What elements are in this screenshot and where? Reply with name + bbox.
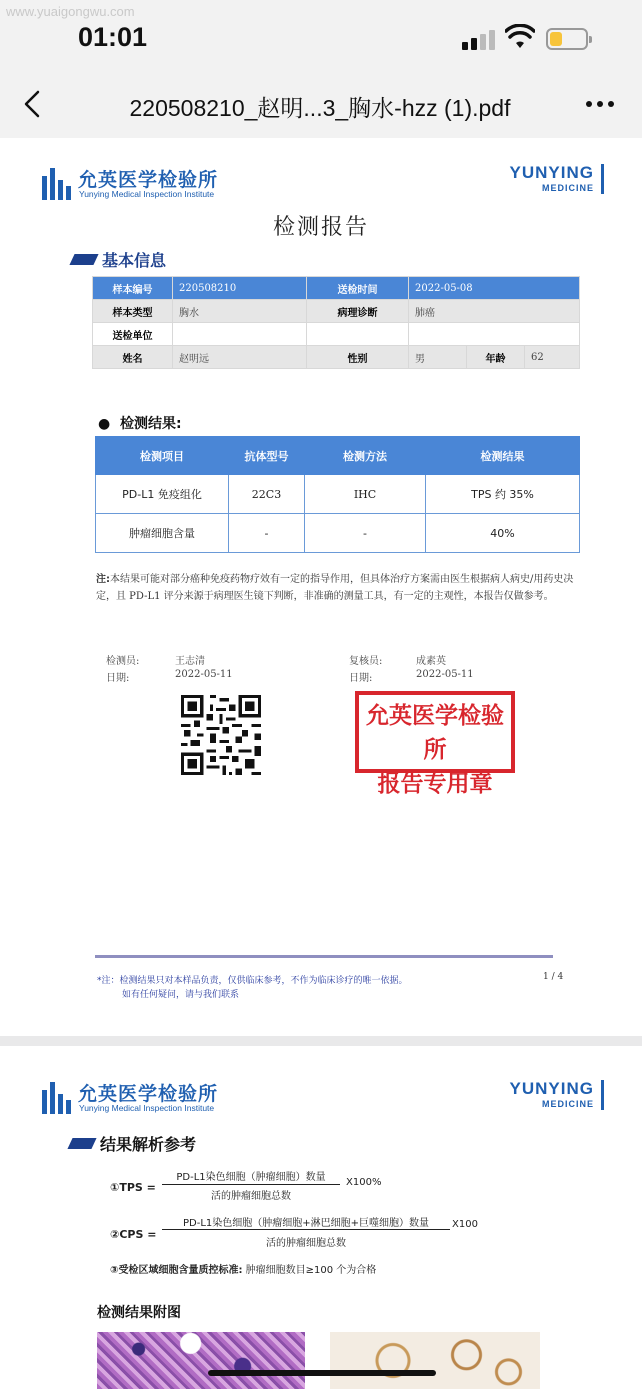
brand-logo: [42, 166, 232, 200]
info-value: 2022-05-08: [409, 277, 580, 300]
tps-multiplier: X100%: [346, 1177, 382, 1188]
section-marker-icon: [67, 1138, 96, 1149]
mark-line2: MEDICINE: [541, 183, 594, 193]
info-label: 样本编号: [93, 277, 173, 300]
footer-note: [97, 974, 408, 1002]
table-cell: PD-L1 免疫组化: [96, 475, 229, 514]
more-options-icon[interactable]: [584, 92, 616, 116]
logo-bars-icon: [42, 166, 72, 200]
mark-line2: MEDICINE: [541, 1099, 594, 1109]
pdf-page-1[interactable]: [0, 138, 642, 1036]
info-label: 样本类型: [93, 300, 173, 323]
footer-line2: 如有任何疑问，请与我们联系: [122, 990, 240, 1000]
wifi-icon: [505, 24, 535, 50]
info-value: 胸水: [173, 300, 307, 323]
cps-label: ②CPS =: [110, 1228, 157, 1241]
back-chevron-icon[interactable]: [20, 88, 48, 120]
info-value: 220508210: [173, 277, 307, 300]
info-row: [93, 300, 580, 323]
empty-cell: [307, 323, 409, 346]
brand-name-en: Yunying Medical Inspection Institute: [79, 189, 215, 199]
results-heading: ● 检测结果:: [98, 416, 182, 432]
seal-line2: 报告专用章: [377, 771, 493, 797]
footer-divider: [95, 955, 553, 958]
results-table: [95, 436, 580, 553]
test-date-label: 日期:: [106, 673, 130, 684]
mark-line1: YUNYING: [509, 1079, 594, 1098]
he-stain-image: [97, 1332, 305, 1389]
info-label: 送检单位: [93, 323, 173, 346]
cellular-signal-icon: [462, 28, 496, 50]
table-row: [96, 475, 580, 514]
qr-code-icon: [180, 695, 262, 775]
status-bar: [0, 0, 642, 70]
review-date-label: 日期:: [349, 673, 373, 684]
tps-label: ①TPS =: [110, 1181, 156, 1194]
table-cell: 40%: [426, 514, 580, 553]
clock: 01:01: [78, 22, 148, 52]
fraction-bar: [162, 1229, 450, 1230]
table-cell: 肿瘤细胞含量: [96, 514, 229, 553]
logo-bars-icon: [42, 1080, 72, 1114]
watermark: www.yuaigongwu.com: [6, 4, 135, 19]
nav-bar: [0, 70, 642, 138]
yunying-mark: [510, 164, 604, 194]
pdf-page-2[interactable]: [0, 1046, 642, 1389]
qc-criteria: [110, 1261, 376, 1276]
info-row: [93, 346, 580, 369]
brand-logo: [42, 1080, 232, 1114]
reviewer-label: 复核员:: [349, 656, 383, 667]
basic-info-heading: 基本信息: [72, 248, 166, 271]
yunying-mark: [510, 1080, 604, 1110]
fraction-bar: [162, 1184, 340, 1185]
column-header: 检测项目: [96, 437, 229, 475]
official-seal: [355, 691, 515, 797]
info-row: [93, 323, 580, 346]
disclaimer-note: [96, 571, 576, 605]
brand-name-en: Yunying Medical Inspection Institute: [79, 1103, 215, 1113]
results-header-row: [96, 437, 580, 475]
info-label: 病理诊断: [307, 300, 409, 323]
column-header: 检测结果: [426, 437, 580, 475]
test-date: 2022-05-11: [175, 669, 233, 680]
info-label: 送检时间: [307, 277, 409, 300]
section-marker-icon: [69, 254, 98, 265]
tps-denominator: 活的肿瘤细胞总数: [211, 1191, 291, 1202]
table-cell: -: [229, 514, 305, 553]
info-value: 肺癌: [409, 300, 580, 323]
cps-formula: [110, 1214, 490, 1254]
brand-name-cn: 允英医学检验所: [78, 169, 219, 191]
cps-multiplier: X100: [452, 1219, 478, 1230]
empty-cell: [409, 323, 580, 346]
review-date: 2022-05-11: [416, 669, 474, 680]
criteria-label: ③受检区域细胞含量质控标准:: [110, 1265, 243, 1276]
info-row: [93, 277, 580, 300]
cps-denominator: 活的肿瘤细胞总数: [266, 1238, 346, 1249]
info-value: [173, 323, 307, 346]
document-title: 220508210_赵明...3_胸水-hzz (1).pdf: [129, 95, 511, 121]
info-value: 男: [409, 346, 467, 369]
table-cell: -: [305, 514, 426, 553]
tester-name: 王志清: [175, 656, 205, 667]
seal-line1: 允英医学检验所: [366, 703, 504, 763]
table-row: [96, 514, 580, 553]
mark-line1: YUNYING: [509, 163, 594, 182]
tps-numerator: PD-L1染色细胞（肿瘤细胞）数量: [176, 1172, 326, 1183]
interpretation-heading: 结果解析参考: [70, 1132, 196, 1155]
reviewer-name: 成素英: [416, 656, 446, 667]
home-indicator[interactable]: [208, 1370, 436, 1376]
table-cell: IHC: [305, 475, 426, 514]
table-cell: TPS 约 35%: [426, 475, 580, 514]
tester-label: 检测员:: [106, 656, 140, 667]
criteria-text: 肿瘤细胞数目≥100 个为合格: [245, 1265, 377, 1276]
images-heading: 检测结果附图: [97, 1305, 181, 1321]
footer-line1: *注：检测结果只对本样品负责，仅供临床参考，不作为临床诊疗的唯一依据。: [97, 976, 408, 986]
info-label: 年龄: [467, 346, 525, 369]
info-value: 62: [525, 346, 580, 369]
note-label: 注:: [96, 574, 110, 585]
cps-numerator: PD-L1染色细胞（肿瘤细胞+淋巴细胞+巨噬细胞）数量: [182, 1218, 430, 1229]
ihc-stain-image: [330, 1332, 540, 1389]
battery-icon: [546, 28, 588, 50]
info-label: 姓名: [93, 346, 173, 369]
column-header: 检测方法: [305, 437, 426, 475]
basic-info-table: [92, 276, 580, 369]
table-cell: 22C3: [229, 475, 305, 514]
report-title: 检测报告: [272, 215, 369, 240]
note-text: 本结果可能对部分癌种免疫药物疗效有一定的指导作用，但具体治疗方案需由医生根据病人病史/用药史决定，且 PD-L1 评分来源于病理医生镜下判断，非准确的测量工具，有一定的主观性，本报告仅做参考。: [96, 574, 574, 602]
tps-formula: [110, 1166, 410, 1206]
column-header: 抗体型号: [229, 437, 305, 475]
brand-name-cn: 允英医学检验所: [78, 1083, 219, 1105]
info-label: 性别: [307, 346, 409, 369]
info-value: 赵明远: [173, 346, 307, 369]
page-number: 1 / 4: [543, 972, 564, 982]
